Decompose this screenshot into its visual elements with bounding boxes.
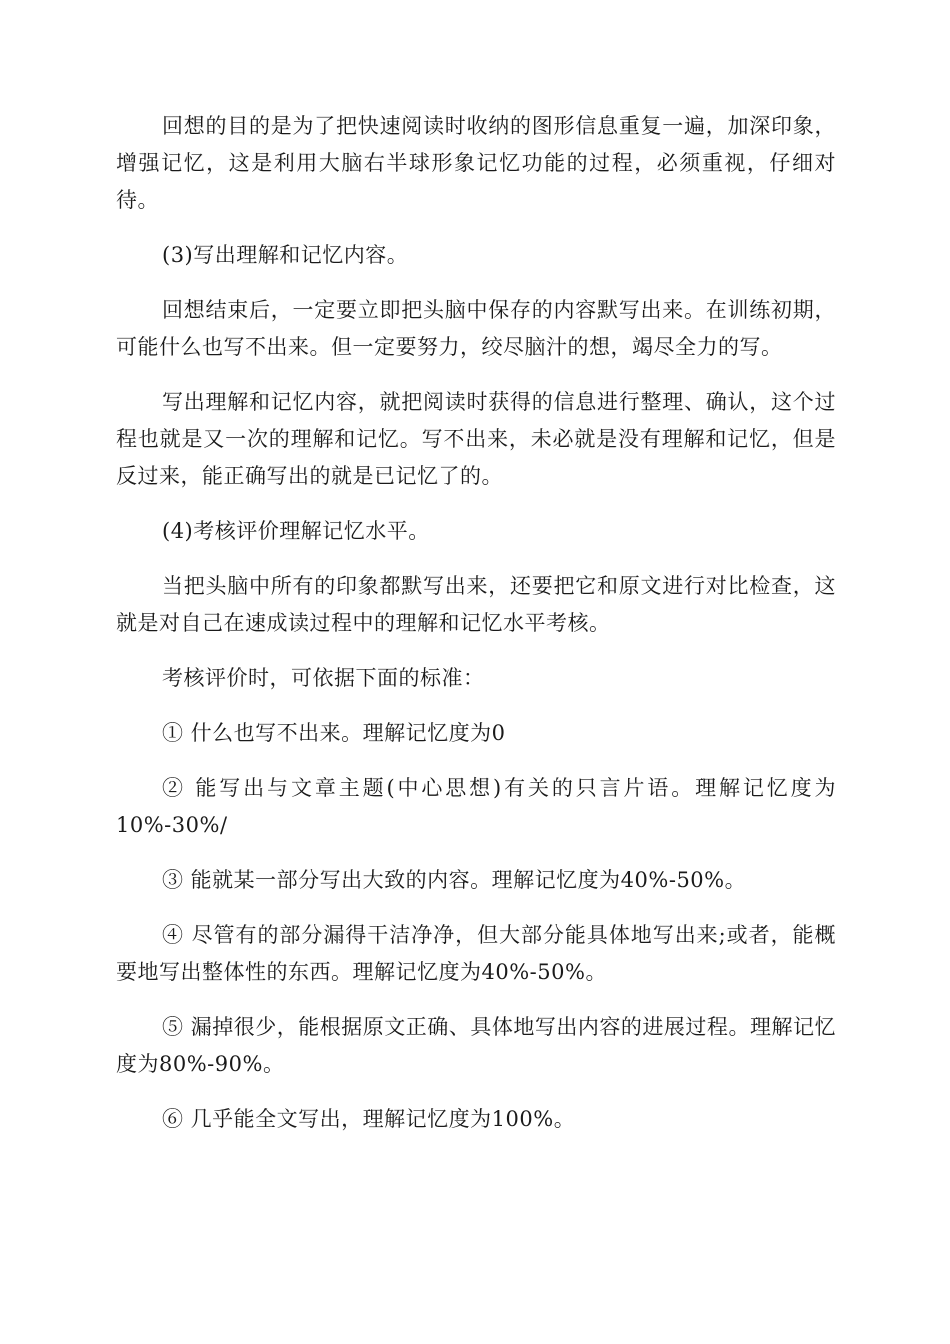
criteria-item-2: ② 能写出与文章主题(中心思想)有关的只言片语。理解记忆度为10%-30%/ (116, 776, 836, 837)
paragraph-write-after-recall: 回想结束后，一定要立即把头脑中保存的内容默写出来。在训练初期，可能什么也写不出来。但一定要努力，绞尽脑汁的想，竭尽全力的写。 (116, 298, 836, 359)
paragraph-criteria-intro: 考核评价时，可依据下面的标准： (162, 666, 485, 690)
criteria-item-4: ④ 尽管有的部分漏得干洁净净，但大部分能具体地写出来;或者，能概要地写出整体性的东西。理解记忆度为40%-50%。 (116, 923, 836, 984)
paragraph-compare-original: 当把头脑中所有的印象都默写出来，还要把它和原文进行对比检查，这就是对自己在速成读过程中的理解和记忆水平考核。 (116, 574, 836, 635)
document-body (116, 108, 836, 1156)
criteria-item-6: ⑥ 几乎能全文写出，理解记忆度为100%。 (162, 1107, 576, 1131)
step-heading-3: (3)写出理解和记忆内容。 (162, 243, 409, 267)
criteria-item-3: ③ 能就某一部分写出大致的内容。理解记忆度为40%-50%。 (162, 868, 747, 892)
paragraph-recall-purpose: 回想的目的是为了把快速阅读时收纳的图形信息重复一遍，加深印象，增强记忆，这是利用大脑右半球形象记忆功能的过程，必须重视，仔细对待。 (116, 114, 836, 212)
criteria-item-1: ① 什么也写不出来。理解记忆度为0 (162, 721, 506, 745)
criteria-item-5: ⑤ 漏掉很少，能根据原文正确、具体地写出内容的进展过程。理解记忆度为80%-90%。 (116, 1015, 836, 1076)
paragraph-write-content: 写出理解和记忆内容，就把阅读时获得的信息进行整理、确认，这个过程也就是又一次的理解和记忆。写不出来，未必就是没有理解和记忆，但是反过来，能正确写出的就是已记忆了的。 (116, 390, 836, 488)
step-heading-4: (4)考核评价理解记忆水平。 (162, 519, 430, 543)
